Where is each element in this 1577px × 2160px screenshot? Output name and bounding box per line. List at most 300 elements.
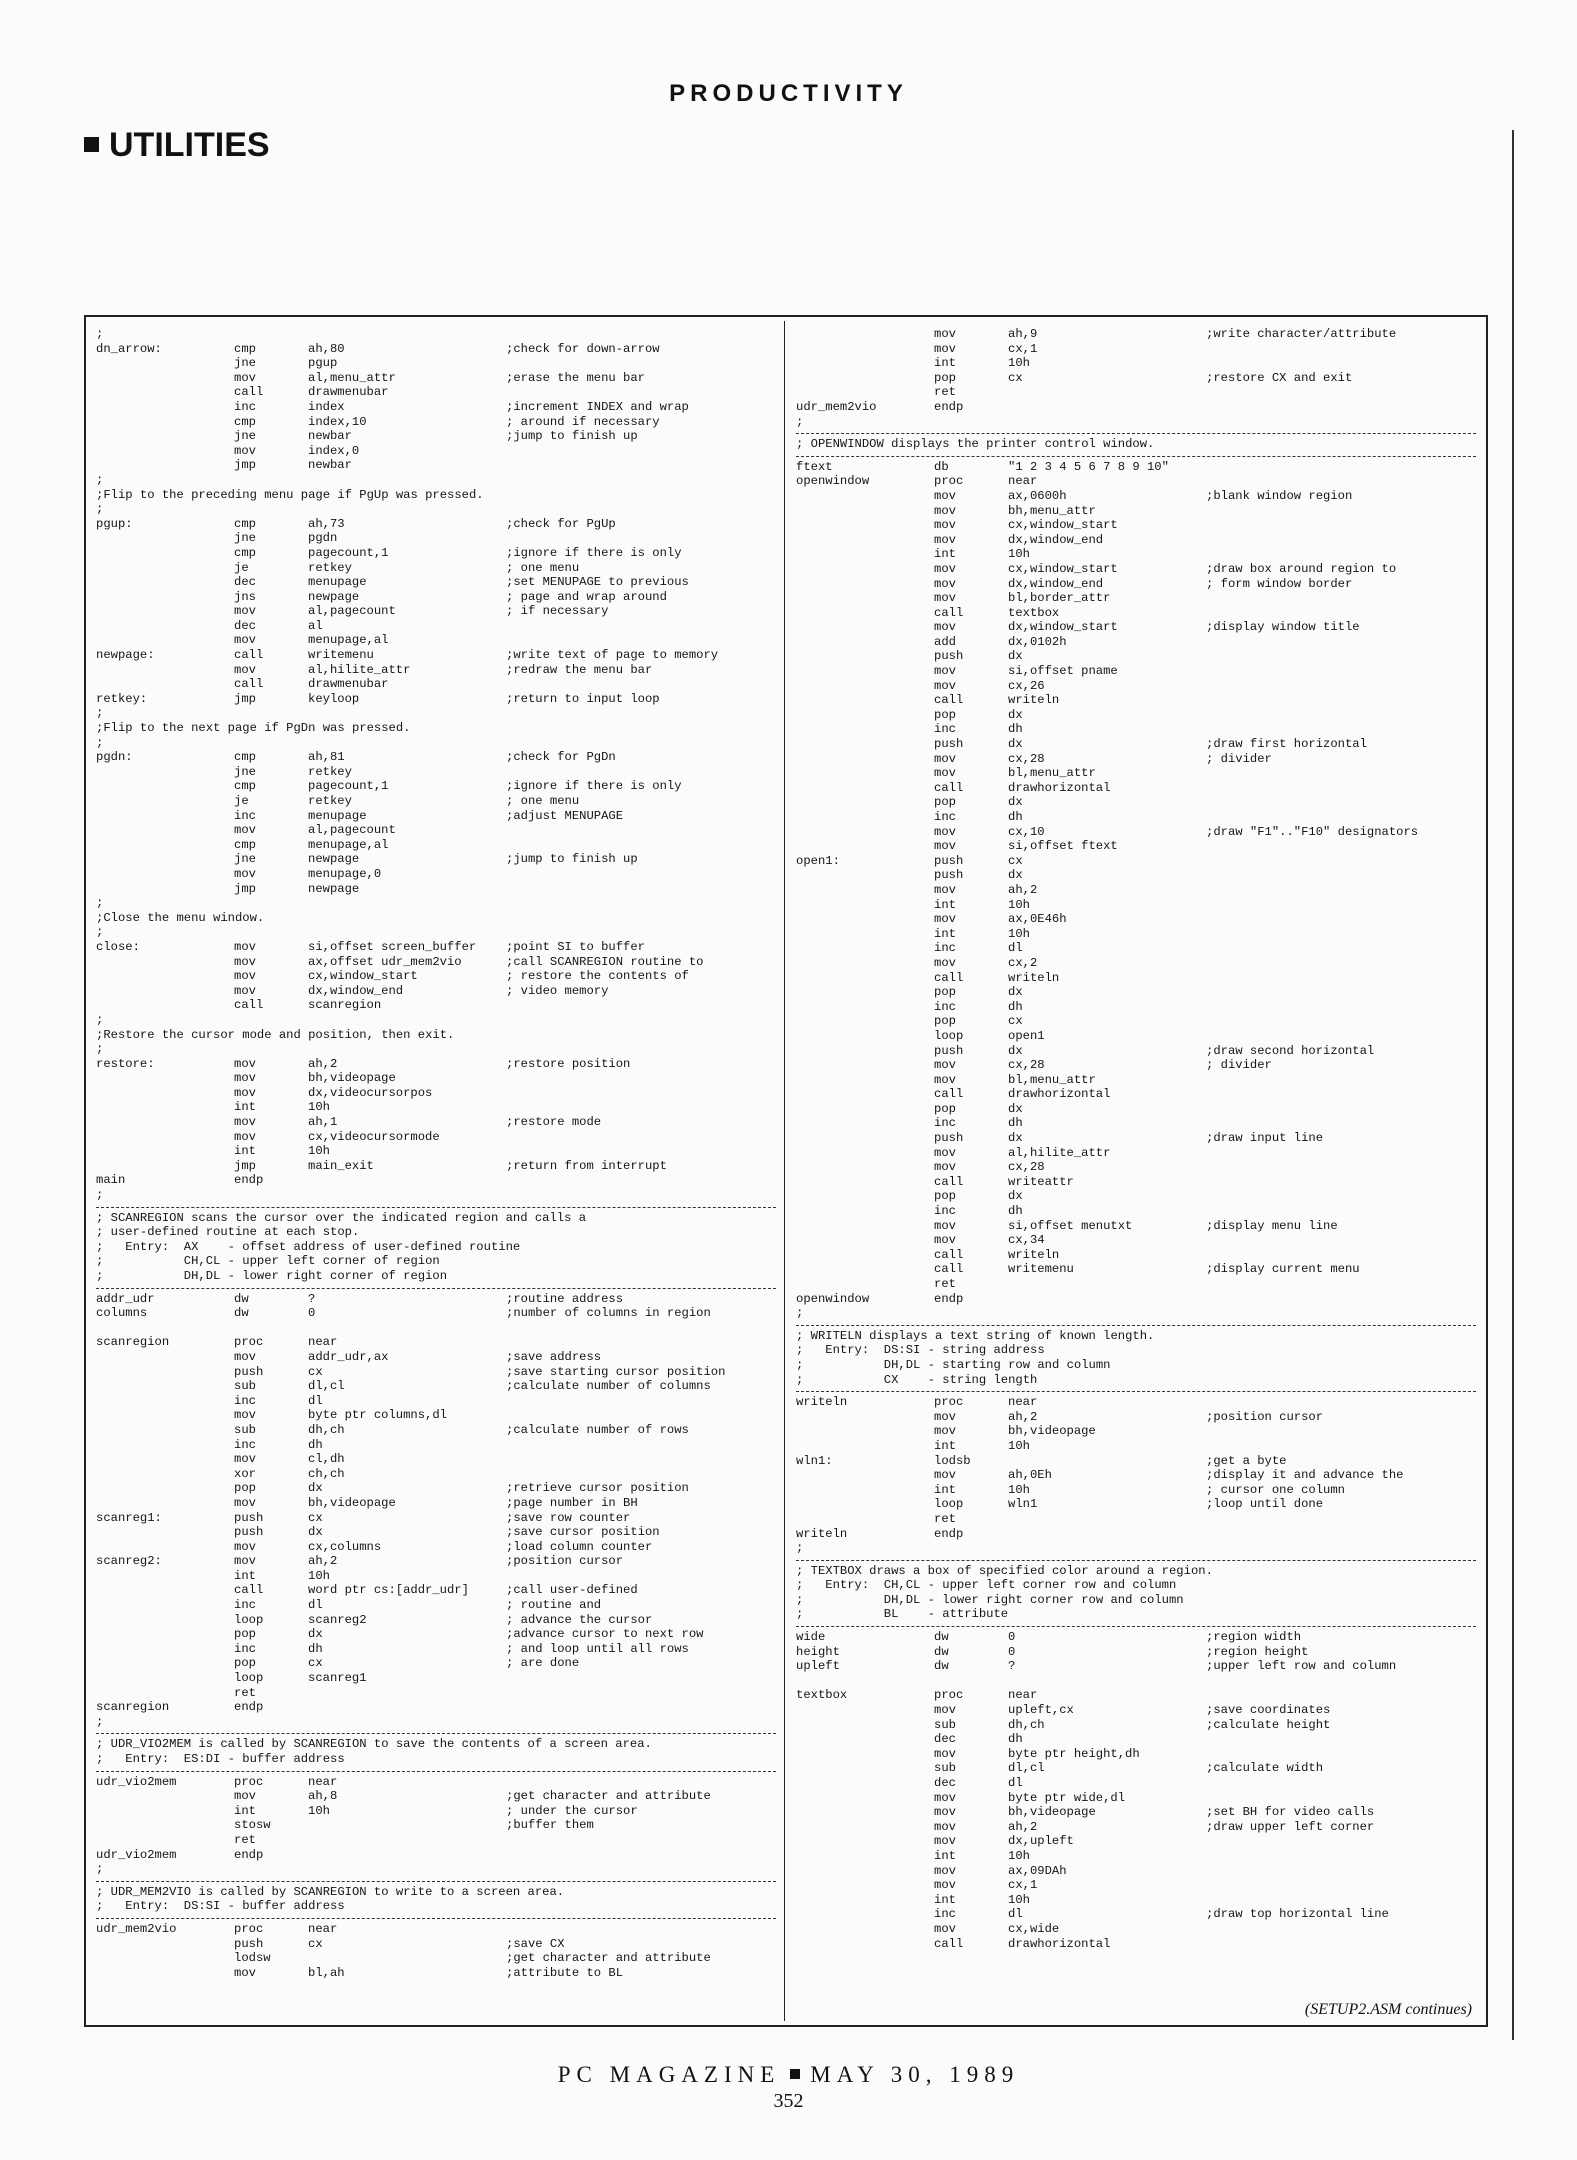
code-mnemonic: mov xyxy=(234,1495,256,1510)
code-mnemonic: mov xyxy=(234,1965,256,1980)
code-line xyxy=(796,1791,1476,1806)
code-label: udr_mem2vio xyxy=(96,1921,177,1936)
code-line xyxy=(96,517,776,532)
code-operand: dl xyxy=(1008,941,1023,956)
code-comment: ;check for PgUp xyxy=(506,516,616,531)
code-operand: ah,8 xyxy=(308,1789,338,1804)
code-line xyxy=(96,1922,776,1937)
code-line xyxy=(96,1598,776,1613)
code-comment: ;redraw the menu bar xyxy=(506,662,653,677)
code-operand: bh,videopage xyxy=(1008,1424,1096,1439)
code-label: upleft xyxy=(796,1659,840,1674)
code-operand: 10h xyxy=(1008,1848,1030,1863)
code-comment: ; page and wrap around xyxy=(506,589,667,604)
code-line xyxy=(796,1248,1476,1263)
code-line xyxy=(96,779,776,794)
code-comment: ;point SI to buffer xyxy=(506,939,645,954)
code-mnemonic: inc xyxy=(234,1393,256,1408)
code-label: ; Entry: ES:DI - buffer address xyxy=(96,1752,345,1766)
section-title: UTILITIES xyxy=(109,126,270,164)
code-operand: dx xyxy=(1008,985,1023,1000)
code-label: ; Entry: DS:SI - string address xyxy=(796,1343,1045,1358)
code-line xyxy=(96,765,776,780)
code-label: close: xyxy=(96,939,140,954)
code-operand: retkey xyxy=(308,794,352,808)
code-mnemonic: call xyxy=(934,1262,964,1277)
code-listing-box xyxy=(84,315,1488,2027)
code-line xyxy=(796,1674,1476,1689)
code-operand: bh,videopage xyxy=(1008,1805,1096,1820)
code-operand: near xyxy=(1008,1688,1038,1703)
code-line xyxy=(796,1189,1476,1204)
code-operand: byte ptr columns,dl xyxy=(308,1408,447,1423)
code-label: retkey: xyxy=(96,691,148,706)
code-mnemonic: int xyxy=(234,1100,256,1115)
code-operand: bh,videopage xyxy=(308,1495,396,1510)
code-mnemonic: mov xyxy=(234,983,256,998)
code-mnemonic: int xyxy=(934,926,956,941)
code-comment: ;retrieve cursor position xyxy=(506,1481,689,1496)
code-line xyxy=(96,1583,776,1598)
code-line xyxy=(96,706,776,721)
code-mnemonic: mov xyxy=(934,1921,956,1936)
code-label: ;Flip to the preceding menu page if PgUp was pressed. xyxy=(96,487,484,502)
code-comment: ;number of columns in region xyxy=(506,1306,711,1321)
code-comment: ;save cursor position xyxy=(506,1525,660,1540)
code-mnemonic: mov xyxy=(234,1349,256,1364)
code-comment: ;jump to finish up xyxy=(506,852,638,867)
code-line xyxy=(96,385,776,400)
listing-separator xyxy=(796,456,1476,457)
code-mnemonic: mov xyxy=(234,954,256,969)
code-operand: 10h xyxy=(1008,1892,1030,1907)
code-operand: 10h xyxy=(1008,897,1030,912)
code-line xyxy=(796,1703,1476,1718)
code-operand: open1 xyxy=(1008,1028,1045,1043)
code-mnemonic: inc xyxy=(934,1204,956,1219)
code-mnemonic: inc xyxy=(934,722,956,737)
code-line xyxy=(96,677,776,692)
code-operand: near xyxy=(308,1774,338,1789)
code-line xyxy=(796,1732,1476,1747)
code-operand: si,offset pname xyxy=(1008,664,1118,679)
code-operand: writemenu xyxy=(1008,1262,1074,1277)
code-label: height xyxy=(796,1644,840,1659)
code-mnemonic: push xyxy=(234,1936,264,1951)
code-operand: ? xyxy=(308,1291,316,1306)
code-mnemonic: mov xyxy=(934,955,956,970)
code-comment: ;calculate height xyxy=(1206,1717,1331,1732)
code-line xyxy=(796,1160,1476,1175)
code-operand: wln1 xyxy=(1008,1497,1038,1512)
section-heading xyxy=(84,126,270,165)
code-mnemonic: proc xyxy=(934,1688,964,1703)
code-operand: ah,2 xyxy=(308,1554,338,1569)
code-mnemonic: call xyxy=(934,1247,964,1262)
code-operand: pagecount,1 xyxy=(308,779,389,794)
code-operand: index xyxy=(308,399,345,414)
code-line xyxy=(796,868,1476,883)
code-mnemonic: call xyxy=(234,677,264,692)
code-operand: ah,2 xyxy=(1008,1409,1038,1424)
code-operand: dx,upleft xyxy=(1008,1834,1074,1849)
code-comment: ;buffer them xyxy=(506,1818,594,1833)
code-comment: ;region width xyxy=(1206,1630,1302,1645)
code-mnemonic: call xyxy=(234,998,264,1013)
code-mnemonic: call xyxy=(934,780,964,795)
code-mnemonic: mov xyxy=(934,532,956,547)
code-mnemonic: push xyxy=(934,868,964,883)
code-label: pgup: xyxy=(96,516,133,531)
code-label: ;Flip to the next page if PgDn was pressed. xyxy=(96,721,411,736)
code-comment: ;get character and attribute xyxy=(506,1789,711,1804)
code-mnemonic: dw xyxy=(234,1306,249,1321)
code-mnemonic: call xyxy=(934,1174,964,1189)
code-mnemonic: call xyxy=(934,1936,964,1951)
code-line xyxy=(96,1379,776,1394)
code-operand: pgdn xyxy=(308,531,338,546)
code-operand: menupage,0 xyxy=(308,866,382,881)
listing-column-right xyxy=(796,327,1476,2007)
code-operand: main_exit xyxy=(308,1158,374,1173)
code-mnemonic: mov xyxy=(234,1539,256,1554)
code-mnemonic: inc xyxy=(234,399,256,414)
code-comment: ; and loop until all rows xyxy=(506,1641,689,1656)
code-mnemonic: loop xyxy=(234,1612,264,1627)
code-line xyxy=(796,825,1476,840)
code-comment: ;check for PgDn xyxy=(506,750,616,765)
code-label: ; xyxy=(96,1714,104,1729)
code-line xyxy=(96,867,776,882)
code-operand: bl,border_attr xyxy=(1008,591,1111,606)
code-mnemonic: pop xyxy=(934,985,956,1000)
footer-date: MAY 30, 1989 xyxy=(810,2062,1020,2087)
code-mnemonic: jne xyxy=(234,531,256,546)
code-operand: pagecount,1 xyxy=(308,545,389,560)
code-operand: dx xyxy=(1008,649,1023,664)
code-mnemonic: endp xyxy=(234,1173,264,1188)
code-comment: ;write character/attribute xyxy=(1206,327,1397,341)
code-comment: ;erase the menu bar xyxy=(506,370,645,385)
code-mnemonic: mov xyxy=(934,327,956,341)
code-line xyxy=(96,1365,776,1380)
code-mnemonic: push xyxy=(934,853,964,868)
listing-separator xyxy=(96,1288,776,1289)
code-operand: near xyxy=(308,1335,338,1350)
code-label: dn_arrow: xyxy=(96,341,162,356)
code-mnemonic: je xyxy=(234,560,249,575)
code-mnemonic: mov xyxy=(234,866,256,881)
code-line xyxy=(796,1329,1476,1344)
code-operand: cx,34 xyxy=(1008,1233,1045,1248)
code-line xyxy=(96,969,776,984)
code-mnemonic: call xyxy=(934,1087,964,1102)
code-line xyxy=(96,1254,776,1269)
code-line xyxy=(796,1564,1476,1579)
code-label: ftext xyxy=(796,459,833,474)
code-mnemonic: mov xyxy=(934,576,956,591)
code-label: writeln xyxy=(796,1395,848,1410)
code-operand: newbar xyxy=(308,429,352,444)
code-operand: 0 xyxy=(1008,1630,1016,1645)
code-operand: dx xyxy=(1008,1043,1023,1058)
code-operand: near xyxy=(1008,474,1038,489)
code-mnemonic: mov xyxy=(934,839,956,854)
code-comment: ;save coordinates xyxy=(1206,1703,1331,1718)
code-line xyxy=(96,1671,776,1686)
code-line xyxy=(796,854,1476,869)
code-line xyxy=(96,1752,776,1767)
code-operand: dx xyxy=(1008,868,1023,883)
code-operand: dh xyxy=(1008,810,1023,824)
code-line xyxy=(96,1115,776,1130)
code-mnemonic: pop xyxy=(934,370,956,385)
code-line xyxy=(96,1862,776,1877)
code-operand: cx,28 xyxy=(1008,1160,1045,1175)
code-operand: newpage xyxy=(308,589,360,604)
code-mnemonic: pop xyxy=(234,1481,256,1496)
code-operand: dh,ch xyxy=(1008,1717,1045,1732)
code-mnemonic: push xyxy=(234,1364,264,1379)
code-line xyxy=(796,1343,1476,1358)
code-mnemonic: loop xyxy=(934,1497,964,1512)
code-comment: ;get character and attribute xyxy=(506,1951,711,1966)
code-operand: ah,2 xyxy=(1008,882,1038,897)
code-operand: cx xyxy=(1008,370,1023,385)
code-comment: ;increment INDEX and wrap xyxy=(506,399,689,414)
code-line xyxy=(796,1410,1476,1425)
listing-separator xyxy=(796,1391,1476,1392)
code-label: ; xyxy=(96,1012,104,1027)
code-operand: ah,80 xyxy=(308,341,345,356)
code-operand: word ptr cs:[addr_udr] xyxy=(308,1583,469,1598)
code-line xyxy=(796,1922,1476,1937)
code-mnemonic: mov xyxy=(934,1145,956,1160)
code-line xyxy=(96,1269,776,1284)
code-comment: ;call user-defined xyxy=(506,1583,638,1598)
code-operand: 10h xyxy=(1008,356,1030,371)
code-line xyxy=(96,1554,776,1569)
code-mnemonic: db xyxy=(934,459,949,474)
code-line xyxy=(796,737,1476,752)
code-line xyxy=(96,604,776,619)
code-line xyxy=(96,794,776,809)
code-mnemonic: jmp xyxy=(234,458,256,473)
code-line xyxy=(796,1292,1476,1307)
code-label: ; DH,DL - starting row and column xyxy=(796,1357,1111,1372)
code-line xyxy=(96,1292,776,1307)
code-line xyxy=(796,1058,1476,1073)
code-operand: dx,window_start xyxy=(1008,620,1118,635)
code-label: scanregion xyxy=(96,1700,170,1715)
code-line xyxy=(96,1144,776,1159)
code-line xyxy=(96,1225,776,1240)
code-mnemonic: mov xyxy=(234,370,256,385)
code-mnemonic: pop xyxy=(934,795,956,810)
code-line xyxy=(96,1013,776,1028)
code-line xyxy=(96,911,776,926)
code-operand: dx xyxy=(308,1627,323,1642)
code-mnemonic: mov xyxy=(234,969,256,984)
code-operand: 10h xyxy=(1008,1438,1030,1453)
code-label: wide xyxy=(796,1630,826,1645)
code-line xyxy=(96,1833,776,1848)
code-line xyxy=(96,1966,776,1981)
code-line xyxy=(796,766,1476,781)
code-line xyxy=(96,575,776,590)
code-comment: ;upper left row and column xyxy=(1206,1659,1397,1674)
code-line xyxy=(96,852,776,867)
code-line xyxy=(96,1071,776,1086)
code-comment: ;calculate number of columns xyxy=(506,1379,711,1394)
code-line xyxy=(796,371,1476,386)
code-operand: dx xyxy=(1008,795,1023,810)
code-line xyxy=(796,415,1476,430)
code-line xyxy=(796,1044,1476,1059)
code-line xyxy=(96,1613,776,1628)
code-mnemonic: mov xyxy=(234,1056,256,1071)
code-line xyxy=(796,1468,1476,1483)
code-line xyxy=(96,1394,776,1409)
code-operand: cx,2 xyxy=(1008,955,1038,970)
code-line xyxy=(796,437,1476,452)
code-operand: dx xyxy=(308,1481,323,1496)
code-operand: cx,1 xyxy=(1008,341,1038,356)
code-line xyxy=(96,444,776,459)
code-line xyxy=(96,590,776,605)
code-operand: al,hilite_attr xyxy=(1008,1145,1111,1160)
code-operand: menupage xyxy=(308,575,367,590)
code-operand: 10h xyxy=(308,1144,330,1159)
code-line xyxy=(96,736,776,751)
code-line xyxy=(796,664,1476,679)
code-mnemonic: mov xyxy=(234,1554,256,1569)
code-label: ; OPENWINDOW displays the printer control window. xyxy=(796,437,1155,452)
code-mnemonic: proc xyxy=(234,1921,264,1936)
code-label: ; UDR_MEM2VIO is called by SCANREGION to write to a screen area. xyxy=(96,1884,565,1899)
code-comment: ; divider xyxy=(1206,1058,1272,1073)
code-line xyxy=(96,1350,776,1365)
code-comment: ;ignore if there is only xyxy=(506,779,682,794)
code-comment: ; form window border xyxy=(1206,576,1353,591)
code-line xyxy=(796,752,1476,767)
code-line xyxy=(796,679,1476,694)
code-line xyxy=(96,896,776,911)
code-line xyxy=(796,985,1476,1000)
code-comment: ; under the cursor xyxy=(506,1803,638,1818)
bullet-square-icon xyxy=(84,137,99,152)
code-line xyxy=(796,460,1476,475)
code-operand: scanreg2 xyxy=(308,1612,367,1627)
code-label: ; UDR_VIO2MEM is called by SCANREGION to save the contents of a screen area. xyxy=(96,1737,652,1752)
code-mnemonic: mov xyxy=(934,751,956,766)
code-operand: 10h xyxy=(308,1100,330,1115)
code-label: openwindow xyxy=(796,474,870,489)
code-line xyxy=(96,1159,776,1174)
code-line xyxy=(796,635,1476,650)
code-comment: ;advance cursor to next row xyxy=(506,1627,704,1642)
code-mnemonic: pop xyxy=(934,1014,956,1029)
code-operand: ax,09DAh xyxy=(1008,1863,1067,1878)
code-mnemonic: jne xyxy=(234,764,256,779)
code-line xyxy=(796,927,1476,942)
code-mnemonic: int xyxy=(934,1482,956,1497)
code-mnemonic: mov xyxy=(234,443,256,458)
code-label: udr_vio2mem xyxy=(96,1847,177,1862)
listing-separator xyxy=(796,1325,1476,1326)
listing-separator xyxy=(96,1881,776,1882)
code-label: columns xyxy=(96,1306,148,1321)
code-mnemonic: pop xyxy=(934,707,956,722)
code-operand: drawhorizontal xyxy=(1008,1087,1111,1102)
code-operand: cx,wide xyxy=(1008,1921,1060,1936)
page-footer xyxy=(0,2062,1577,2088)
code-line xyxy=(796,1497,1476,1512)
code-line xyxy=(796,1607,1476,1622)
code-mnemonic: mov xyxy=(934,1863,956,1878)
code-operand: ax,offset udr_mem2vio xyxy=(308,954,462,969)
code-operand: near xyxy=(1008,1395,1038,1410)
code-line xyxy=(796,1849,1476,1864)
code-comment: ; are done xyxy=(506,1656,580,1671)
code-line xyxy=(796,1262,1476,1277)
code-line xyxy=(96,1715,776,1730)
code-line xyxy=(96,984,776,999)
code-operand: dh xyxy=(308,1437,323,1452)
code-line xyxy=(796,1395,1476,1410)
code-line xyxy=(796,327,1476,342)
code-operand: ah,73 xyxy=(308,516,345,531)
code-comment: ;calculate number of rows xyxy=(506,1422,689,1437)
code-operand: cx,1 xyxy=(1008,1878,1038,1893)
code-line xyxy=(796,1219,1476,1234)
code-mnemonic: inc xyxy=(234,1641,256,1656)
code-line xyxy=(96,1525,776,1540)
code-operand: newpage xyxy=(308,881,360,896)
code-mnemonic: je xyxy=(234,794,249,808)
code-comment: ;display it and advance the xyxy=(1206,1468,1404,1483)
code-operand: pgup xyxy=(308,356,338,371)
code-operand: writeln xyxy=(1008,1247,1060,1262)
code-mnemonic: cmp xyxy=(234,414,256,429)
code-operand: writemenu xyxy=(308,648,374,663)
code-mnemonic: jns xyxy=(234,589,256,604)
code-mnemonic: dw xyxy=(934,1659,949,1674)
code-operand: al,pagecount xyxy=(308,823,396,838)
code-mnemonic: endp xyxy=(934,1291,964,1306)
code-label: ; xyxy=(96,896,104,911)
code-operand: 0 xyxy=(308,1306,316,1321)
listing-separator xyxy=(796,1560,1476,1561)
code-mnemonic: call xyxy=(934,970,964,985)
code-mnemonic: inc xyxy=(934,941,956,956)
code-line xyxy=(796,489,1476,504)
code-operand: dx,videocursorpos xyxy=(308,1085,433,1100)
code-mnemonic: mov xyxy=(934,824,956,839)
code-line xyxy=(796,342,1476,357)
code-line xyxy=(796,1102,1476,1117)
code-line xyxy=(796,1087,1476,1102)
code-line xyxy=(96,838,776,853)
code-comment: ;draw second horizontal xyxy=(1206,1043,1375,1058)
code-line xyxy=(796,1277,1476,1292)
code-mnemonic: endp xyxy=(234,1700,264,1715)
code-label: newpage: xyxy=(96,648,155,663)
code-comment: ;routine address xyxy=(506,1291,624,1306)
code-line xyxy=(96,342,776,357)
code-mnemonic: call xyxy=(934,693,964,708)
code-mnemonic: ret xyxy=(934,1277,956,1291)
